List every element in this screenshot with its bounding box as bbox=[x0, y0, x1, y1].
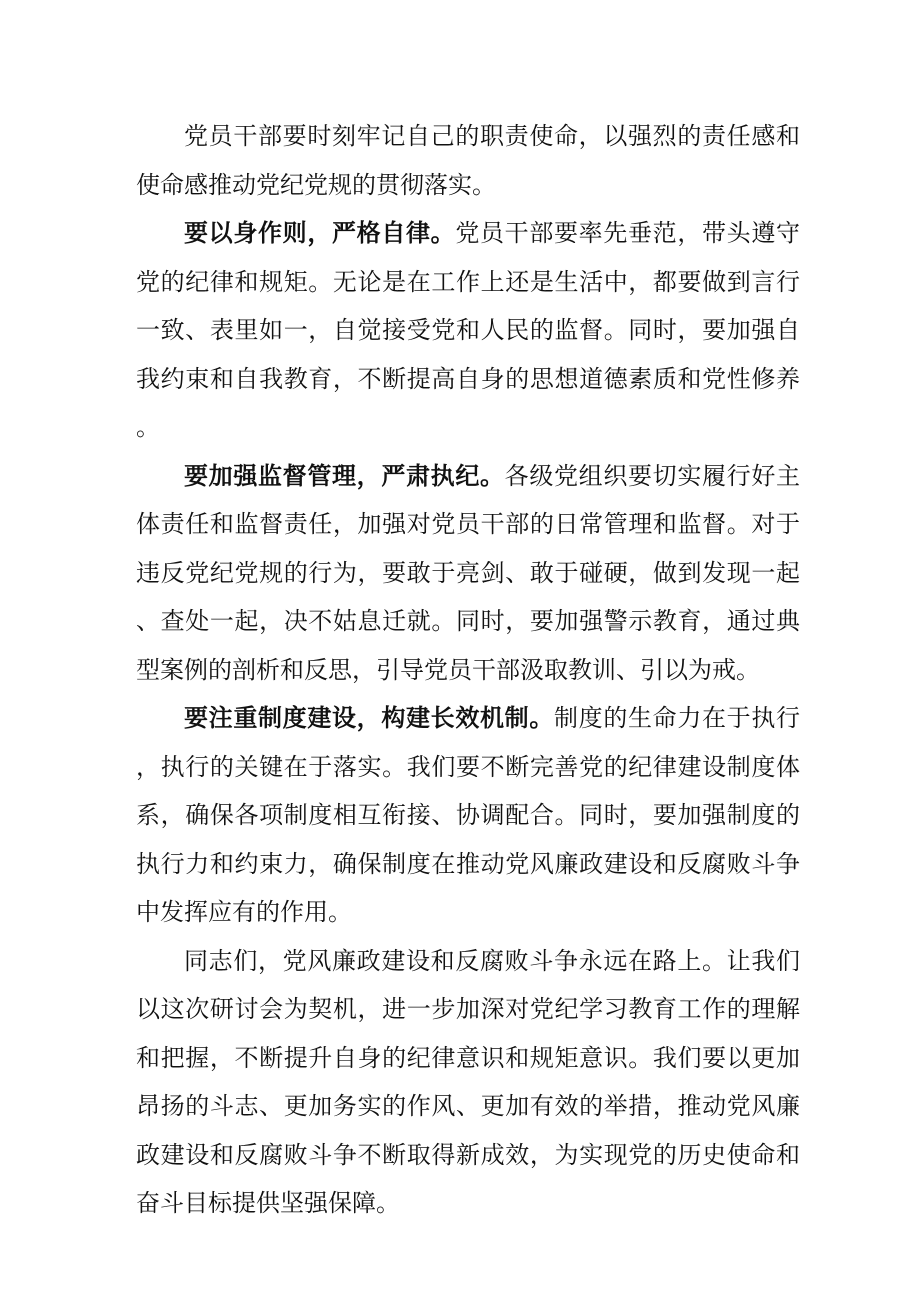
paragraph-text: 同志们，党风廉政建设和反腐败斗争永远在路上。让我们以这次研讨会为契机，进一步加深对党纪学习教育工作的理解和把握，不断提升自身的纪律意识和规矩意识。我们要以更加昂扬的斗志、更加务实的作风、更加有效的举措，推动党风廉政建设和反腐败斗争不断取得新成效，为实现党的历史使命和奋斗目标提供坚强保障。 bbox=[136, 946, 800, 1217]
paragraph-text: 党员干部要时刻牢记自己的职责使命，以强烈的责任感和使命感推动党纪党规的贯彻落实。 bbox=[136, 122, 800, 199]
paragraph-text: 各级党组织要切实履行好主体责任和监督责任，加强对党员干部的日常管理和监督。对于违反党纪党规的行为，要敢于亮剑、敢于碰硬，做到发现一起、查处一起，决不姑息迁就。同时，要加强警示教育，通过典型案例的剖析和反思，引导党员干部汲取教训、引以为戒。 bbox=[136, 461, 801, 684]
paragraph-lead: 要以身作则，严格自律。 bbox=[184, 219, 456, 247]
paragraph-5 bbox=[136, 937, 800, 1228]
paragraph-2 bbox=[136, 209, 800, 452]
paragraph-3 bbox=[136, 452, 800, 695]
paragraph-lead: 要注重制度建设，构建长效机制。 bbox=[184, 704, 554, 732]
paragraph-1 bbox=[136, 112, 800, 209]
paragraph-lead: 要加强监督管理，严肃执纪。 bbox=[184, 461, 505, 490]
paragraph-text: 制度的生命力在于执行，执行的关键在于落实。我们要不断完善党的纪律建设制度体系，确保各项制度相互衔接、协调配合。同时，要加强制度的执行力和约束力，确保制度在推动党风廉政建设和反腐败斗争中发挥应有的作用。 bbox=[136, 704, 800, 926]
document-body bbox=[136, 112, 800, 1228]
paragraph-4 bbox=[136, 694, 800, 937]
paragraph-text: 党员干部要率先垂范，带头遵守党的纪律和规矩。无论是在工作上还是生活中，都要做到言行一致、表里如一，自觉接受党和人民的监督。同时，要加强自我约束和自我教育，不断提高自身的思想道德素质和党性修养。 bbox=[136, 219, 801, 441]
